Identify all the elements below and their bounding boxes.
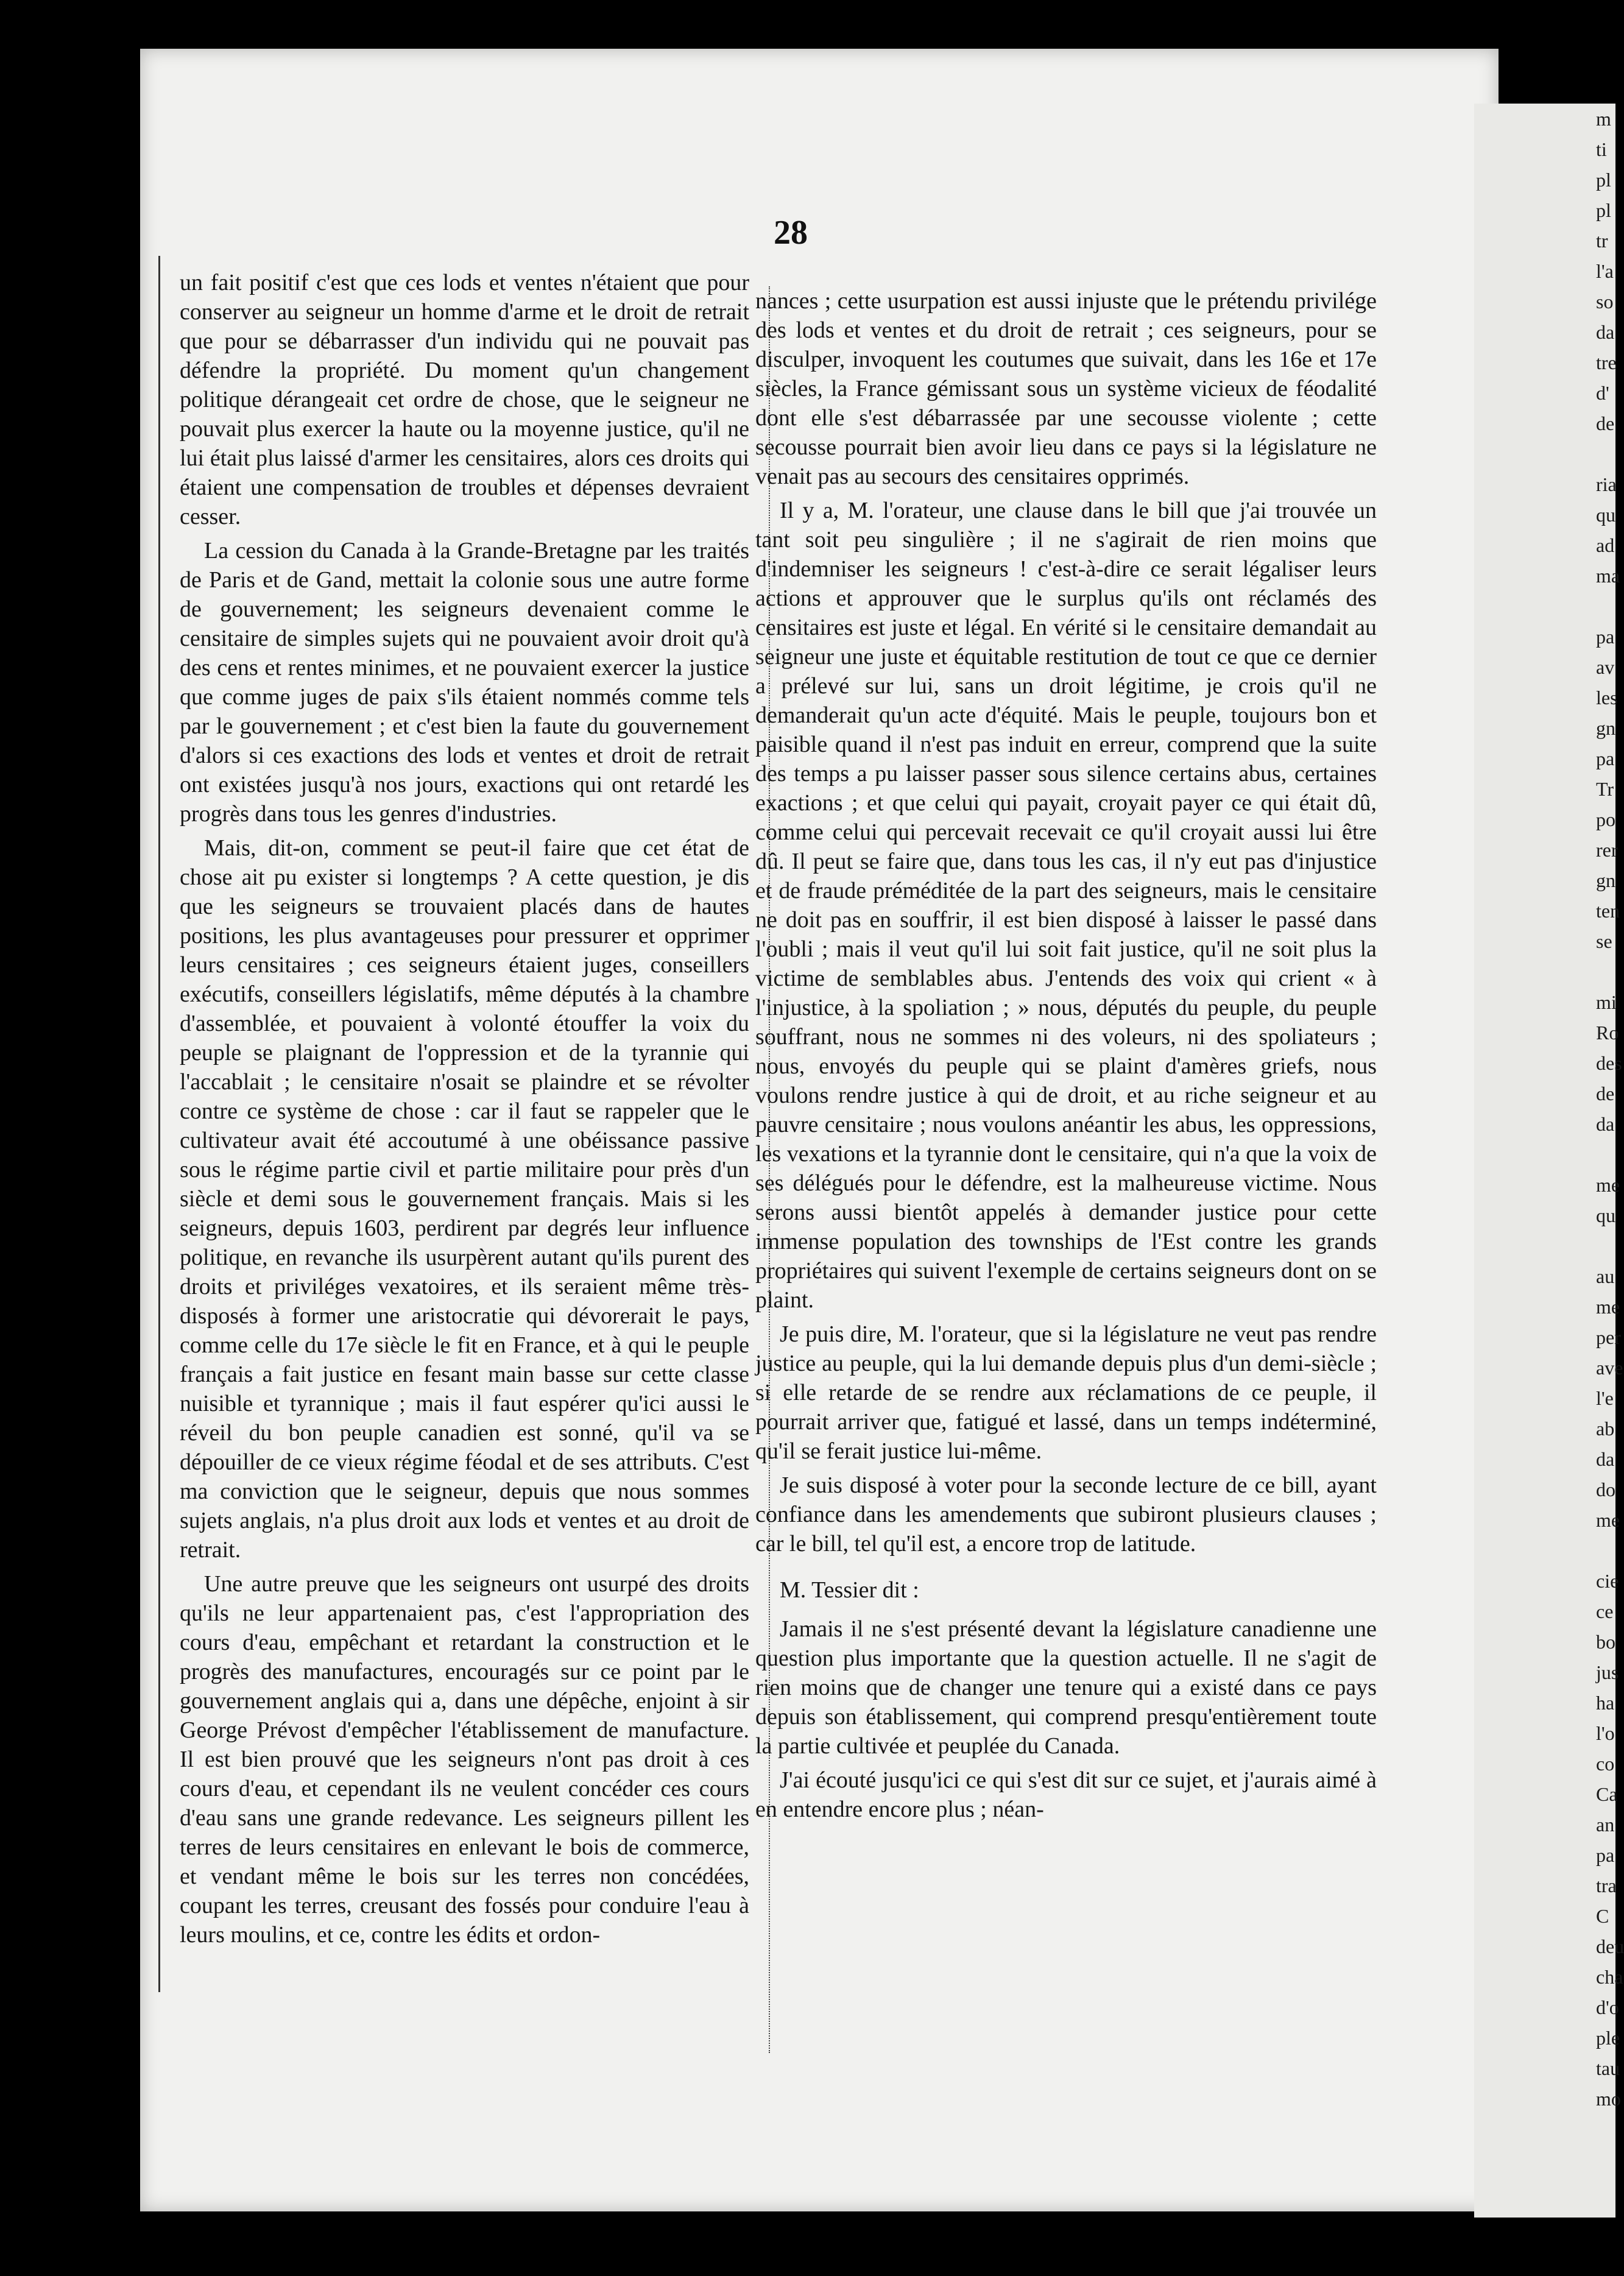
adjacent-page-fragment: gn (1596, 869, 1615, 891)
adjacent-page-fragment: pl (1596, 199, 1611, 221)
right-paragraph-1: nances ; cette usurpation est aussi injuste que le prétendu privilége des lods et ventes et du droit de retrait ; ces seigneurs, pour se disculper, invoquent les coutumes que suivait, dans les 16e et 17e siècles, la France gémissant sous un système vicieux de féodalité dont elle s'est débarrassée par une secousse violente ; cette secousse pourrait bien avoir lieu dans ce pays si la législature ne venait pas au secours des censitaires opprimés. (755, 288, 1377, 489)
adjacent-page-fragment: mo (1596, 2088, 1621, 2110)
adjacent-page-fragment: cha (1596, 1966, 1623, 1988)
adjacent-page-fragment: des (1596, 1052, 1622, 1074)
adjacent-page-fragment: av (1596, 656, 1615, 678)
adjacent-page-fragment: ti (1596, 138, 1607, 160)
right-column (755, 286, 1377, 1829)
adjacent-page-fragment: bo (1596, 1631, 1615, 1653)
adjacent-page-fragment: tau (1596, 2057, 1620, 2079)
adjacent-page-fragment: l'e (1596, 1387, 1614, 1409)
adjacent-page-fragment: Ca (1596, 1783, 1618, 1805)
adjacent-page-fragment (1474, 439, 1615, 469)
adjacent-page-fragment: de (1596, 1083, 1615, 1104)
left-paragraph-2: La cession du Canada à la Grande-Bretagne par les traités de Paris et de Gand, mettait la colonie sous une autre forme de gouvernement; les seigneurs devenaient comme le censitaire de simples sujets qui ne pouvaient avoir droit qu'à des cens et rentes minimes, et ne pouvaient exercer la justice que comme juges de paix s'ils étaient nommés comme tels par le gouvernement ; et c'est bien la faute du gouvernement d'alors si ces exactions des lods et ventes et droit de retrait ont existées jusqu'à nos jours, exactions qui ont retardé les progrès dans tous les genres d'industries. (180, 538, 749, 827)
left-column (180, 268, 749, 1954)
page-number: 28 (774, 214, 808, 252)
adjacent-page-fragment: ma (1596, 565, 1620, 587)
adjacent-page-fragment (1474, 1535, 1615, 1566)
adjacent-page-fragment: ab (1596, 1418, 1615, 1440)
adjacent-page-fragment: ten (1596, 900, 1620, 922)
adjacent-page-fragment: C (1596, 1905, 1609, 1927)
adjacent-page-fragment: do (1596, 1479, 1615, 1500)
left-paragraph-3: Mais, dit-on, comment se peut-il faire que cet état de chose ait pu exister si longtemps ? A cette question, je dis que les seigneurs se trouvaient placés dans de hautes positions, les plus avantageuses pour pressurer et opprimer leurs censitaires ; ces seigneurs étaient juges, conseillers exécutifs, conseillers législatifs, même députés à la chambre d'assemblée, et pouvaient à volonté étouffer la voix du peuple se plaignant de l'oppression et de la tyrannie qui l'accablait ; le censitaire n'osait se plaindre et se révolter contre ce système de chose : car il faut se rappeler que le cultivateur avait été accoutumé à une obéissance passive sous le régime partie civil et partie militaire pour près d'un siècle et demi sous le gouvernement français. Mais si les seigneurs, depuis 1603, perdirent par degrés leur influence politique, en revanche ils usurpèrent autant qu'ils purent des droits et priviléges vexatoires, et ils seraient même très-disposés à former une aristocratie qui dévorerait le pays, comme celle du 17e siècle le fit en France, et à qui le peuple français a fait justice en fesant main basse sur cette classe nuisible et tyrannique ; mais il faut espérer qu'ici aussi le réveil du bon peuple canadien est sonné, qu'il va se dépouiller de ce vieux régime féodal et de ses attributs. C'est ma conviction que le seigneur, depuis que nous sommes sujets anglais, n'a plus droit aux lods et ventes et au droit de retrait. (180, 835, 749, 1563)
adjacent-page-fragment: mi (1596, 991, 1617, 1013)
adjacent-page-fragment: da (1596, 1113, 1615, 1135)
adjacent-page-fragment: m (1596, 108, 1611, 130)
adjacent-page-fragment: tr (1596, 230, 1608, 252)
adjacent-page-fragment: me (1596, 1296, 1620, 1318)
adjacent-page-fragment: qu (1596, 1204, 1615, 1226)
adjacent-page-fragment: les (1596, 687, 1618, 709)
adjacent-page-fragment: Tr (1596, 778, 1614, 800)
adjacent-page-fragment (1474, 591, 1615, 621)
adjacent-page-fragment: ce (1596, 1600, 1614, 1622)
adjacent-page-fragment: pl (1596, 169, 1611, 191)
right-paragraph-2: Il y a, M. l'orateur, une clause dans le bill que j'ai trouvée un tant soit peu singulière ; il ne s'agirait de rien moins que d'indemniser les seigneurs ! c'est-à-dire ce serait légaliser leurs actions et approuver que le surplus qu'ils ont réclamés des censitaires est juste et légal. En vérité si le censitaire demandait au seigneur une juste et équitable restitution de tout ce que ce dernier a prélevé sur lui, sans un droit légitime, je crois qu'il ne demanderait qu'un acte d'équité. Mais le peuple, toujours bon et paisible quand il n'est pas induit en erreur, comprend que la suite des temps a pu laisser passer sous silence certains abus, certaines exactions ; et que celui qui payait, croyait payer ce qui était dû, comme celui qui percevait recevait ce qu'il croyait aussi lui être dû. Il peut se faire que, dans tous les cas, il n'y eut pas d'injustice et de fraude préméditée de la part des seigneurs, mais le censitaire ne doit pas en souffrir, il est bien disposé à laisser le passé dans l'oubli ; mais il veut qu'il lui soit fait justice, qu'il ne soit plus la victime de semblables abus. J'entends des voix qui crient « à l'injustice, à la spoliation ; » nous, députés du peuple, du peuple souffrant, nous ne sommes ni des voleurs, ni des spoliateurs ; nous, envoyés du peuple qui se plaint d'amères griefs, nous voulons rendre justice à qui de droit, et au riche seigneur et au pauvre censitaire ; nous voulons anéantir les abus, les oppressions, les vexations et la tyrannie dont le censitaire, qui n'a que la voix de ses délégués pour le défendre, est la malheureuse victime. Nous serons aussi bientôt appelés à demander justice pour cette immense population des townships de l'Est contre les grands propriétaires qui suivent l'exemple de certains seigneurs dont on se plaint. (755, 498, 1377, 1313)
adjacent-page-edge (1474, 104, 1624, 2218)
adjacent-page-fragment: pa (1596, 1844, 1615, 1866)
adjacent-page-fragment: ple (1596, 2027, 1620, 2049)
adjacent-page-fragment: pa (1596, 747, 1615, 769)
adjacent-page-fragment: ha (1596, 1692, 1615, 1714)
adjacent-page-fragment: da (1596, 1448, 1615, 1470)
speech-paragraph-1: Jamais il ne s'est présenté devant la législature canadienne une question plus importante que la question actuelle. Il ne s'agit de rien moins que de changer une tenure qui a existé dans ce pays depuis son établissement, qui comprend presqu'entièrement toute la partie cultivée et peuplée du Canada. (755, 1616, 1377, 1759)
speech-paragraph-2: J'ai écouté jusqu'ici ce qui s'est dit sur ce sujet, et j'aurais aimé à en entendre encore plus ; néan- (755, 1767, 1377, 1822)
speaker-heading: M. Tessier dit : (780, 1577, 919, 1603)
adjacent-page-fragment: ad (1596, 534, 1615, 556)
adjacent-page-fragment: l'o (1596, 1722, 1615, 1744)
adjacent-page-fragment: rer (1596, 839, 1618, 861)
adjacent-page-fragment: gn (1596, 717, 1615, 739)
left-paragraph-4: Une autre preuve que les seigneurs ont usurpé des droits qu'ils ne leur appartenaient pas, c'est l'appropriation des cours d'eau, empêchant et retardant la construction et le progrès des manufactures, encouragés sur ce point par le gouvernement anglais qui a, dans une dépêche, enjoint à sir George Prévost d'empêcher l'établissement de manufacture. Il est bien prouvé que les seigneurs n'ont pas droit à ces cours d'eau, et cependant ils ne veulent concéder ces cours d'eau sans une grande redevance. Les seigneurs pillent les terres de leurs censitaires en enlevant le bois de commerce, et vendant même le bois sur les terres non concédées, coupant les terres, creusant des fossés pour conduire l'eau à leurs moulins, et ce, contre les édits et ordon- (180, 1571, 749, 1948)
adjacent-page-fragment (1474, 956, 1615, 987)
adjacent-page-fragment: cie (1596, 1570, 1619, 1592)
adjacent-page-fragment: tra (1596, 1875, 1617, 1896)
adjacent-page-fragment: au (1596, 1265, 1615, 1287)
adjacent-page-fragment: d' (1596, 382, 1609, 404)
adjacent-page-fragment: Ro (1596, 1022, 1619, 1044)
adjacent-page-fragment: qu (1596, 504, 1615, 526)
adjacent-page-fragment: d'o (1596, 1996, 1619, 2018)
adjacent-page-fragment: se (1596, 930, 1612, 952)
adjacent-page-fragment: per (1596, 1326, 1621, 1348)
adjacent-page-fragment (1474, 1139, 1615, 1170)
adjacent-page-fragment: deu (1596, 1935, 1624, 1957)
left-paragraph-1: un fait positif c'est que ces lods et ventes n'étaient que pour conserver au seigneur un homme d'arme et le droit de retrait que pour se débarrasser d'un individu qui ne pouvait pas défendre la propriété. Du moment qu'un changement politique dérangeait cet ordre de chose, que le seigneur ne pouvait plus exercer la haute ou la moyenne justice, qu'il ne lui était plus laissé d'armer les censitaires, alors ces droits qui étaient une compensation de troubles et dépenses devraient cesser. (180, 270, 749, 529)
adjacent-page-fragment: pa (1596, 626, 1615, 648)
adjacent-page-fragment: co (1596, 1753, 1615, 1775)
adjacent-page-fragment: jus (1596, 1661, 1619, 1683)
right-paragraph-4: Je suis disposé à voter pour la seconde lecture de ce bill, ayant confiance dans les amendements que subiront plusieurs clauses ; car le bill, tel qu'il est, a encore trop de latitude. (755, 1472, 1377, 1557)
page-binding-edge (158, 256, 172, 1992)
adjacent-page-fragment: an (1596, 1814, 1615, 1836)
adjacent-page-fragment: tre (1596, 352, 1617, 373)
adjacent-page-fragment: me (1596, 1174, 1620, 1196)
adjacent-page-fragment: ria (1596, 473, 1617, 495)
adjacent-page-fragment: me (1596, 1509, 1620, 1531)
adjacent-page-fragment: po (1596, 808, 1615, 830)
right-paragraph-3: Je puis dire, M. l'orateur, que si la législature ne veut pas rendre justice au peuple, qui la lui demande depuis plus d'un demi-siècle ; si elle retarde de se rendre aux réclamations de ce peuple, il pourrait arriver que, fatigué et lassé, dans un temps indéterminé, qu'il se ferait justice lui-même. (755, 1321, 1377, 1464)
adjacent-page-fragment (1474, 1231, 1615, 1261)
adjacent-page-fragment: de (1596, 412, 1615, 434)
adjacent-page-fragment: l'a (1596, 260, 1614, 282)
adjacent-page-fragment: da (1596, 321, 1615, 343)
adjacent-page-fragment: so (1596, 291, 1614, 313)
adjacent-page-fragment: ave (1596, 1357, 1623, 1379)
